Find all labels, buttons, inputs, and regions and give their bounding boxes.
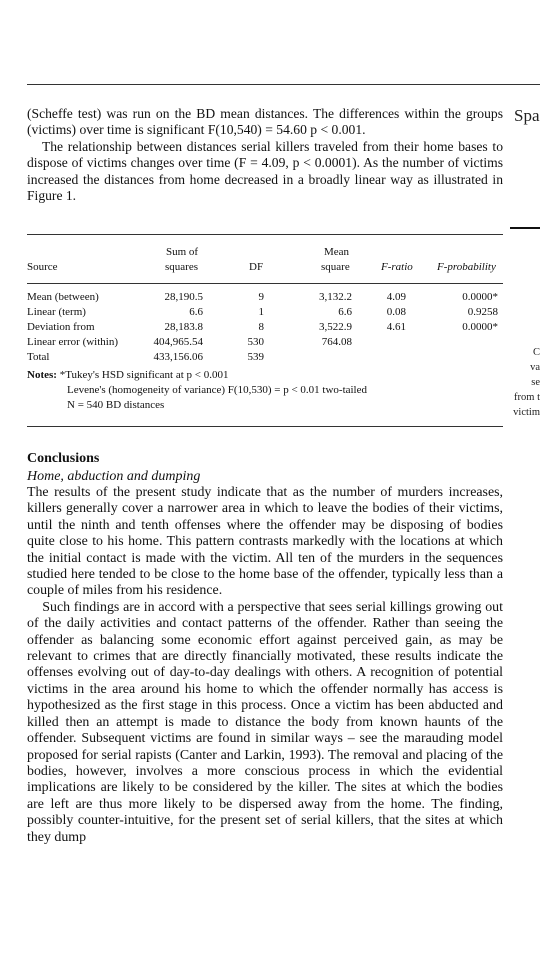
cell-ms: 3,132.2 — [319, 291, 352, 303]
adjacent-page-rule — [510, 227, 540, 229]
table-body — [27, 290, 503, 365]
adjacent-page-text-fragment — [500, 345, 540, 420]
header-ms-line1: Mean — [324, 246, 350, 258]
section-heading: Conclusions — [27, 451, 100, 466]
cell-df: 8 — [258, 321, 264, 333]
cell-fp: 0.9258 — [467, 306, 498, 318]
adjacent-line: va — [530, 362, 540, 373]
header-ms-line2: square — [321, 261, 350, 273]
cell-fp: 0.0000* — [462, 321, 498, 333]
header-ss-line2: squares — [165, 261, 198, 273]
cell-f: 4.09 — [386, 291, 406, 303]
intro-paragraph: (Scheffe test) was run on the BD mean distances. The differences within the groups (victims) over time is significant F(10,540) = 54.60 p < 0.001. — [27, 106, 503, 138]
cell-f: 0.08 — [386, 306, 406, 318]
section-subheading: Home, abduction and dumping — [27, 469, 201, 484]
cell-df: 539 — [247, 351, 264, 363]
table-row — [27, 320, 503, 335]
table-row — [27, 335, 503, 350]
intro-paragraph: The relationship between distances serial killers traveled from their home bases to dispose of victims changes over time (F = 4.09, p < 0.0001). As the number of victims increased the distances from home decreased in a broadly linear way as illustrated in Figure 1. — [27, 138, 503, 204]
header-df: DF — [249, 261, 264, 273]
cell-df: 1 — [258, 306, 264, 318]
notes-line2: Levene's (homogeneity of variance) F(10,530) = p < 0.01 two-tailed — [67, 384, 367, 396]
cell-fp: 0.0000* — [462, 291, 498, 303]
body-paragraph: Such findings are in accord with a perspective that sees serial killings growing out of the daily activities and contact patterns of the offender. Rather than seeing the offender as balancing some economic effort against perceived gain, as may be relevant to crimes that are directly financially motivated, these results indicate the offenses evolving out of day-to-day dealings with others. A recognition of potential victims in the area around his home to which the offender normally has access is hypothesized as the first stage in this process. Once a victim has been abducted and killed then an attempt is made to distance the body from known haunts of the offender. Subsequent victims are found in similar ways – see the marauding model proposed for serial rapists (Canter and Larkin, 1993). The removal and placing of the bodies, however, involves a more conscious process in which the evidential implications are likely to be considered by the killer. The sites at which the bodies are left are thus more likely to be dispersed away from the home. The finding, possibly counter-intuitive, for the present set of serial killers, that the sites at which they dump — [27, 599, 503, 845]
cell-source: Linear error (within) — [27, 336, 119, 348]
cell-ss: 404,965.54 — [153, 336, 203, 348]
cell-df: 530 — [247, 336, 264, 348]
adjacent-line: se — [531, 377, 540, 388]
adjacent-page-title-fragment: Spa — [514, 106, 540, 125]
notes-line1: *Tukey's HSD significant at p < 0.001 — [59, 369, 229, 381]
header-source: Source — [27, 261, 58, 273]
cell-ms: 6.6 — [338, 306, 352, 318]
cell-df: 9 — [258, 291, 264, 303]
cell-ms: 764.08 — [321, 336, 352, 348]
table-bottom-rule — [27, 426, 503, 427]
intro-text — [27, 106, 503, 204]
page-top-rule — [27, 84, 540, 85]
adjacent-line: from t — [514, 392, 540, 403]
cell-ss: 28,183.8 — [164, 321, 203, 333]
cell-ms: 3,522.9 — [319, 321, 352, 333]
notes-label: Notes: — [27, 369, 57, 381]
header-f-probability: F-probability — [437, 261, 496, 273]
anova-table — [27, 234, 503, 413]
cell-source: Linear (term) — [27, 306, 86, 318]
table-notes — [27, 368, 503, 413]
table-header-rule — [27, 283, 503, 284]
header-ss-line1: Sum of — [166, 246, 199, 258]
cell-f: 4.61 — [386, 321, 406, 333]
adjacent-line: C — [532, 347, 540, 358]
cell-ss: 28,190.5 — [164, 291, 203, 303]
cell-source: Mean (between) — [27, 291, 99, 303]
notes-line3: N = 540 BD distances — [67, 399, 165, 411]
cell-source: Deviation from — [27, 321, 95, 333]
body-paragraph: The results of the present study indicate that as the number of murders increases, killers generally cover a narrower area in which to leave the bodies of their victims, until the ninth and tenth offenses where the offender may be disposing of bodies quite close to his home. This pattern contrasts markedly with the locations at which the initial contact is made with the victim. All ten of the murders in the sequences studied here tended to be close to the home base of the offender, typically less than a couple of miles from his residence. — [27, 485, 503, 599]
table-row — [27, 305, 503, 320]
table-header — [27, 235, 503, 283]
cell-ss: 6.6 — [189, 306, 203, 318]
cell-source: Total — [27, 351, 50, 363]
notes-line — [27, 368, 503, 383]
table-row — [27, 350, 503, 365]
conclusions-section — [27, 450, 503, 846]
header-f-ratio: F-ratio — [381, 261, 413, 273]
cell-ss: 433,156.06 — [153, 351, 203, 363]
adjacent-line: victim — [513, 407, 540, 418]
table-row — [27, 290, 503, 305]
